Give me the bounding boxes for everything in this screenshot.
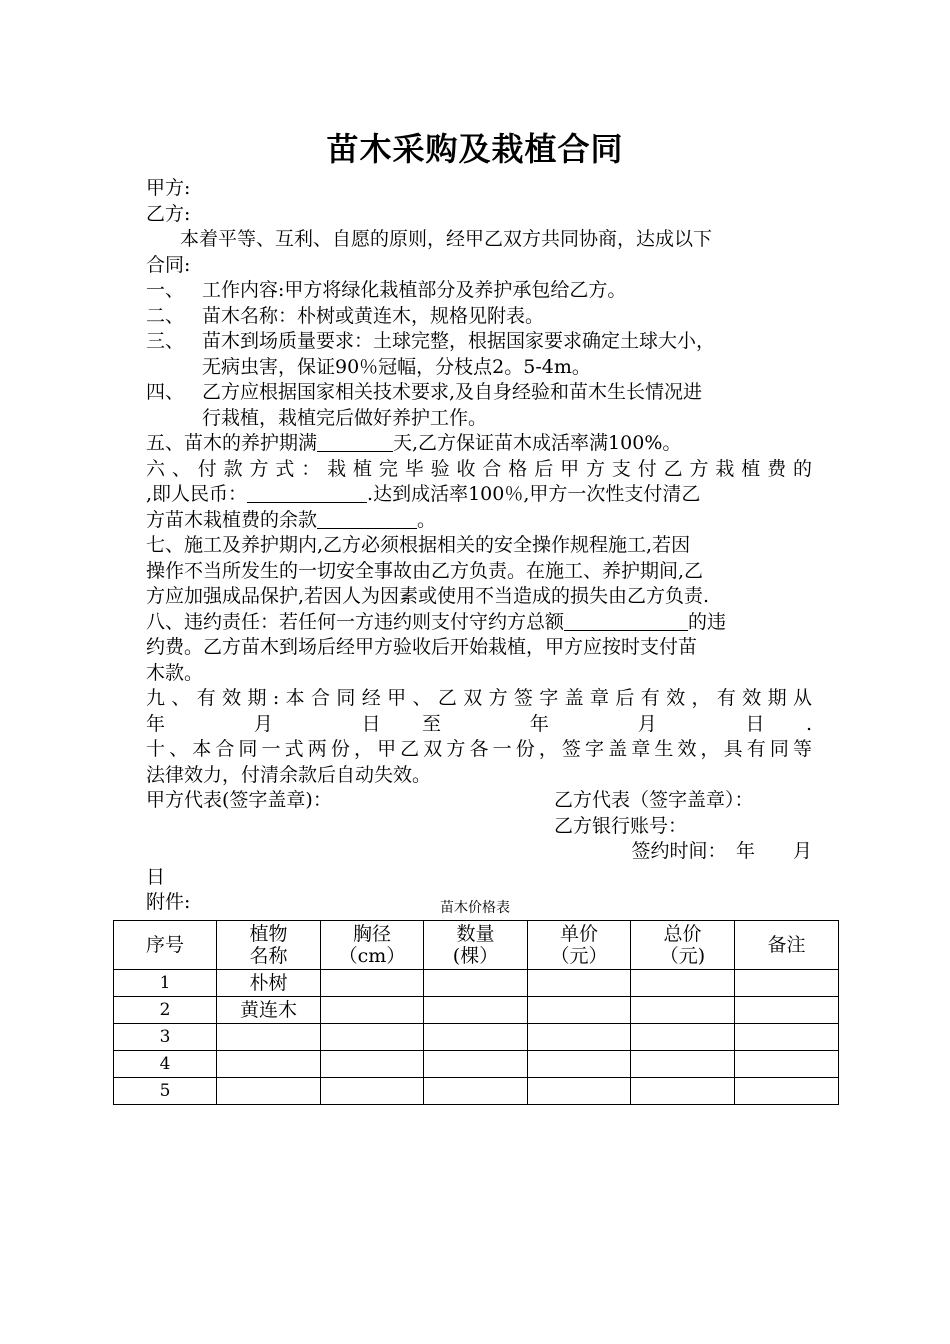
table-cell: 5 — [114, 1078, 217, 1105]
header-cell: 序号 — [114, 921, 217, 970]
clause-3-number: 三、 — [146, 330, 185, 352]
maintenance-days-blank — [317, 433, 393, 452]
table-header-row — [114, 921, 839, 970]
table-row — [114, 1078, 839, 1105]
table-cell — [528, 997, 631, 1024]
party-a-signature-label: 甲方代表(签字盖章)： — [146, 789, 332, 811]
clause-6-line-2 — [146, 482, 812, 508]
clause-1-number: 一、 — [146, 279, 185, 301]
clause-5 — [146, 431, 812, 457]
header-cell: 单价 （元） — [528, 921, 631, 970]
table-cell — [735, 970, 839, 997]
clause-4 — [146, 380, 812, 406]
clause-8-line-3: 木款。 — [146, 661, 204, 684]
penalty-amount-blank — [564, 612, 688, 631]
clause-6-line-3 — [146, 508, 812, 534]
clause-4-number: 四、 — [146, 381, 185, 403]
intro-line-2: 合同: — [146, 253, 191, 276]
clause-3-text-2: 无病虫害，保证90％冠幅，分枝点2。5-4m。 — [202, 355, 591, 378]
table-cell — [321, 970, 424, 997]
sign-date-label: 签约时间： 年 月 — [631, 840, 812, 862]
table-row — [114, 1051, 839, 1078]
clause-2-number: 二、 — [146, 304, 185, 327]
table-cell — [321, 1024, 424, 1051]
bank-row — [146, 814, 812, 840]
table-caption: 苗木价格表 — [440, 900, 510, 916]
table-cell — [321, 997, 424, 1024]
balance-amount-blank — [317, 510, 417, 529]
clause-9-line-2: 年 月 日至 年 月 日. — [146, 712, 812, 735]
sign-date-day: 日 — [146, 865, 166, 888]
table-cell — [631, 997, 735, 1024]
table-row — [114, 997, 839, 1024]
table-cell — [217, 1051, 321, 1078]
table-cell — [528, 1024, 631, 1051]
header-cell: 备注 — [735, 921, 839, 970]
clause-10-line-2: 法律效力，付清余款后自动失效。 — [146, 763, 432, 786]
intro-line-1: 本着平等、互利、自愿的原则，经甲乙双方共同协商，达成以下 — [180, 228, 713, 250]
clause-8-line-2: 约费。乙方苗木到场后经甲方验收后开始栽植，甲方应按时支付苗 — [146, 636, 698, 658]
table-cell — [321, 1078, 424, 1105]
table-cell — [631, 1078, 735, 1105]
table-cell — [735, 1078, 839, 1105]
table-cell: 黄连木 — [217, 997, 321, 1024]
table-cell — [321, 1051, 424, 1078]
table-cell: 2 — [114, 997, 217, 1024]
clause-8-text-a: 八、违约责任：若任何一方违约则支付守约方总额 — [146, 610, 565, 633]
table-cell — [631, 1051, 735, 1078]
table-cell — [631, 970, 735, 997]
contract-body — [146, 176, 812, 916]
table-cell — [528, 1078, 631, 1105]
clause-5-text-a: 五、苗木的养护期满 — [146, 432, 318, 454]
table-cell: 4 — [114, 1051, 217, 1078]
clause-4-text-1: 乙方应根据国家相关技术要求,及自身经验和苗木生长情况进 — [202, 381, 703, 403]
rmb-amount-blank — [247, 484, 367, 503]
table-cell — [735, 1024, 839, 1051]
clause-7-line-3: 方应加强成品保护,若因人为因素或使用不当造成的损失由乙方负责. — [146, 585, 710, 607]
party-b-bank-account-label: 乙方银行账号： — [554, 814, 688, 837]
clause-4-text-2: 行栽植，栽植完后做好养护工作。 — [202, 406, 488, 429]
table-row — [114, 970, 839, 997]
table-cell — [424, 970, 528, 997]
clause-2-text: 苗木名称：朴树或黄连木，规格见附表。 — [202, 304, 545, 327]
clause-5-text-b: 天,乙方保证苗木成活率满100%。 — [393, 432, 682, 454]
table-cell — [528, 1051, 631, 1078]
table-cell: 朴树 — [217, 970, 321, 997]
table-cell — [735, 1051, 839, 1078]
clause-10-line-1: 十、本合同一式两份，甲乙双方各一份，签字盖章生效，具有同等 — [146, 738, 812, 760]
clause-6-line-1: 六、付款方式：栽植完毕验收合格后甲方支付乙方栽植费的 — [146, 457, 812, 480]
party-a-line: 甲方: — [146, 177, 191, 199]
table-cell — [528, 970, 631, 997]
clause-8-line-1 — [146, 610, 812, 636]
clause-6-text-a: ,即人民币： — [146, 483, 248, 505]
seedling-price-table — [113, 920, 839, 1105]
header-cell: 数量 (棵） — [424, 921, 528, 970]
clause-3-text-1: 苗木到场质量要求：土球完整，根据国家要求确定土球大小， — [202, 330, 716, 352]
clause-6-text-b: .达到成活率100％,甲方一次性支付清乙 — [367, 483, 701, 505]
header-cell: 总价 （元) — [631, 921, 735, 970]
table-cell — [424, 997, 528, 1024]
table-cell: 1 — [114, 970, 217, 997]
table-cell — [735, 997, 839, 1024]
table-cell — [217, 1024, 321, 1051]
clause-8-text-b: 的违 — [688, 610, 727, 633]
table-row — [114, 1024, 839, 1051]
table-cell — [631, 1024, 735, 1051]
table-cell — [424, 1078, 528, 1105]
clause-9-line-1: 九、有效期:本合同经甲、乙双方签字盖章后有效，有效期从 — [146, 687, 812, 709]
header-cell: 植物 名称 — [217, 921, 321, 970]
clause-6-text-c: 方苗木栽植费的余款 — [146, 508, 318, 531]
party-b-line: 乙方: — [146, 202, 191, 225]
clause-7-line-2: 操作不当所发生的一切安全事故由乙方负责。在施工、养护期间,乙 — [146, 559, 704, 582]
table-cell — [424, 1051, 528, 1078]
clause-3 — [146, 329, 812, 355]
attachment-label: 附件: — [146, 891, 191, 913]
table-cell: 3 — [114, 1024, 217, 1051]
clause-1 — [146, 278, 812, 304]
clause-1-text: 工作内容:甲方将绿化栽植部分及养护承包给乙方。 — [202, 279, 627, 301]
header-cell: 胸径 （cm） — [321, 921, 424, 970]
table-cell — [217, 1078, 321, 1105]
clause-6-text-d: 。 — [417, 508, 437, 531]
clause-7-line-1: 七、施工及养护期内,乙方必须根据相关的安全操作规程施工,若因 — [146, 534, 691, 556]
table-cell — [424, 1024, 528, 1051]
clause-2 — [146, 304, 812, 330]
signature-row — [146, 788, 812, 814]
party-b-signature-label: 乙方代表（签字盖章）： — [554, 789, 754, 811]
contract-title: 苗木采购及栽植合同 — [326, 130, 624, 168]
